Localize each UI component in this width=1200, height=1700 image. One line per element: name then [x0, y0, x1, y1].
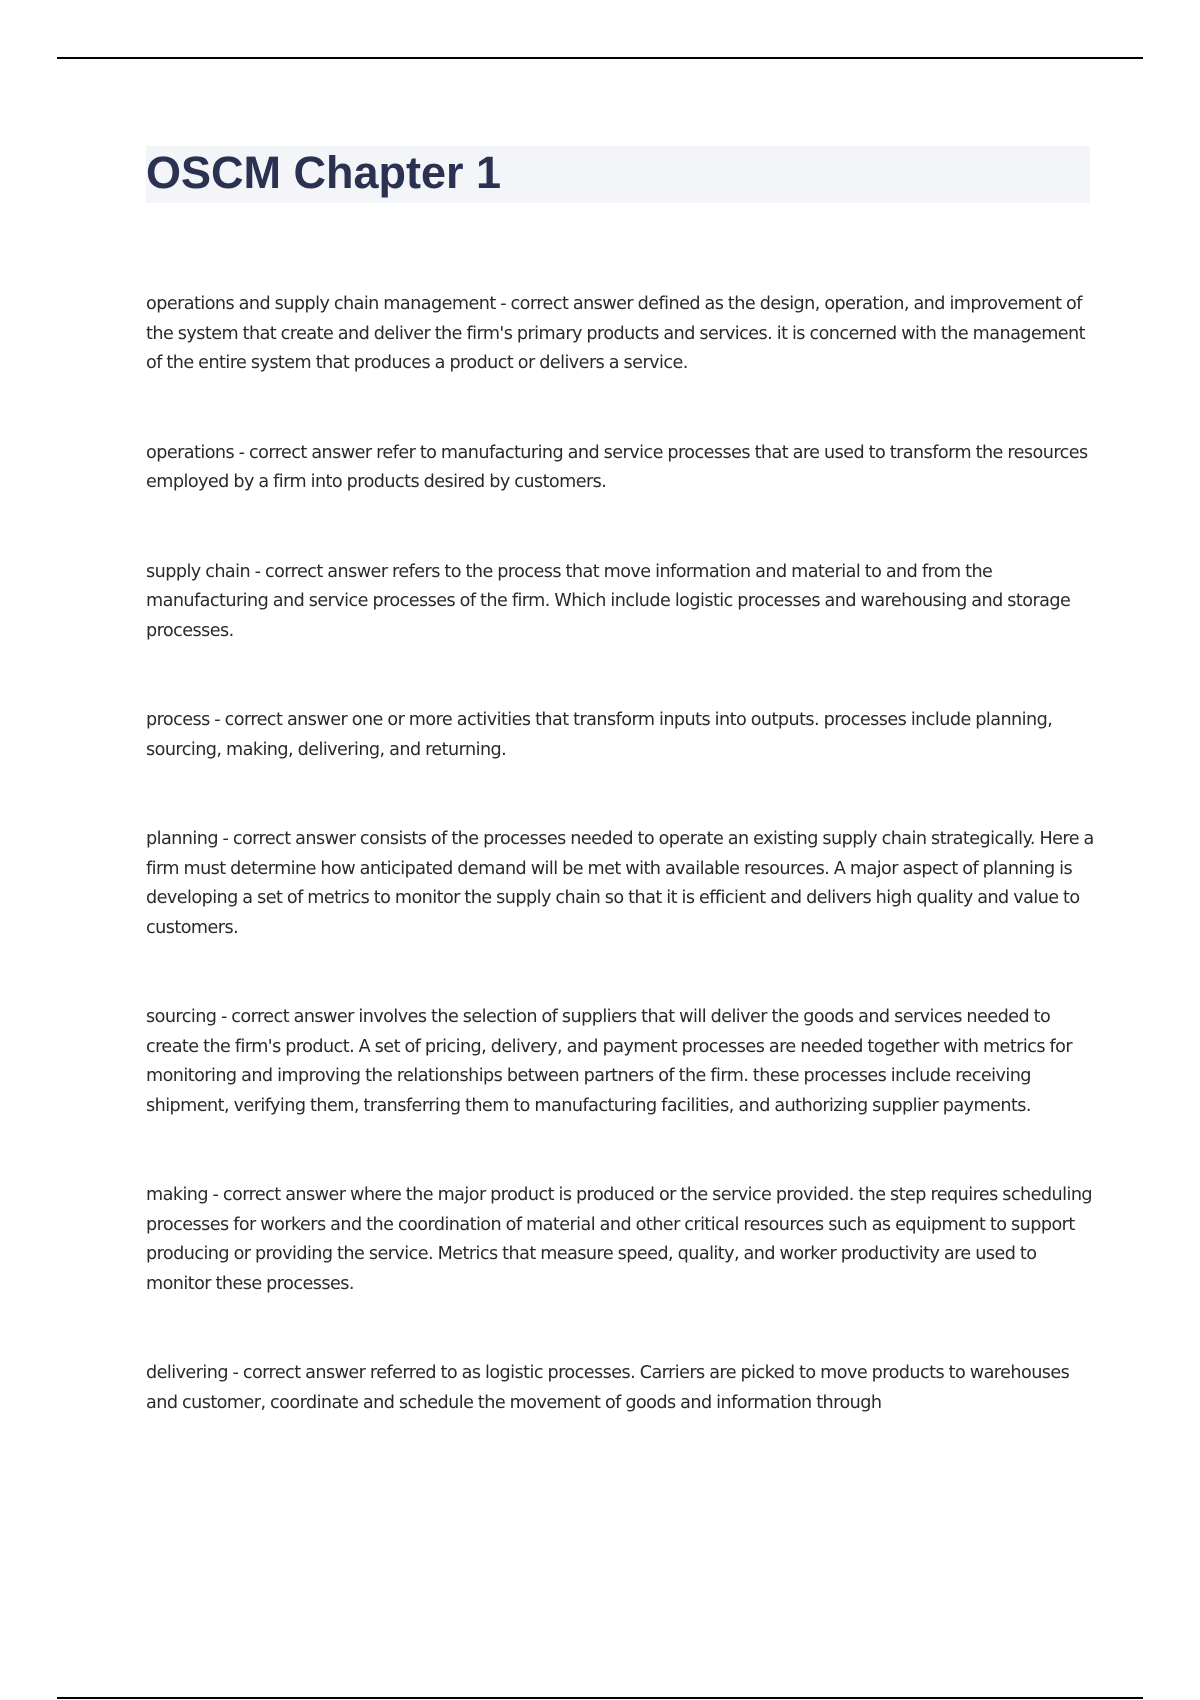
- entry-sourcing: sourcing - correct answer involves the selection of suppliers that will deliver the goods and services needed to create the firm's product. A set of pricing, delivery, and payment processes are needed together with metrics for monitoring and improving the relationships between partners of the firm. these processes include receiving shipment, verifying them, transferring them to manufacturing facilities, and authorizing supplier payments.: [146, 1007, 1073, 1116]
- top-rule: [57, 57, 1143, 59]
- entry-delivering: delivering - correct answer referred to as logistic processes. Carriers are picked to move products to warehouses and customer, coordinate and schedule the movement of goods and information through: [146, 1363, 1070, 1413]
- entry-making: making - correct answer where the major product is produced or the service provided. the step requires scheduling processes for workers and the coordination of material and other critical resources such as equipment to support producing or providing the service. Metrics that measure speed, quality, and worker productivity are used to monitor these processes.: [146, 1185, 1093, 1294]
- entry-process: process - correct answer one or more activities that transform inputs into outputs. processes include planning, sourcing, making, delivering, and returning.: [146, 710, 1053, 760]
- bottom-rule: [57, 1697, 1143, 1699]
- entries-list: [146, 290, 1096, 1478]
- entry-operations: operations - correct answer refer to manufacturing and service processes that are used to transform the resources employed by a firm into products desired by customers.: [146, 442, 1088, 492]
- entry-supply-chain: supply chain - correct answer refers to the process that move information and material to and from the manufacturing and service processes of the firm. Which include logistic processes and warehousing and storage processes.: [146, 561, 1071, 641]
- entry-planning: planning - correct answer consists of the processes needed to operate an existing supply chain strategically. Here a firm must determine how anticipated demand will be met with available resources. A major aspect of planning is developing a set of metrics to monitor the supply chain so that it is efficient and delivers high quality and value to customers.: [146, 829, 1094, 938]
- entry-operations-and-supply-chain-management: operations and supply chain management - correct answer defined as the design, operation, and improvement of the system that create and deliver the firm's primary products and services. it is concerned with the management of the entire system that produces a product or delivers a service.: [146, 294, 1086, 373]
- page-title: OSCM Chapter 1: [146, 147, 502, 198]
